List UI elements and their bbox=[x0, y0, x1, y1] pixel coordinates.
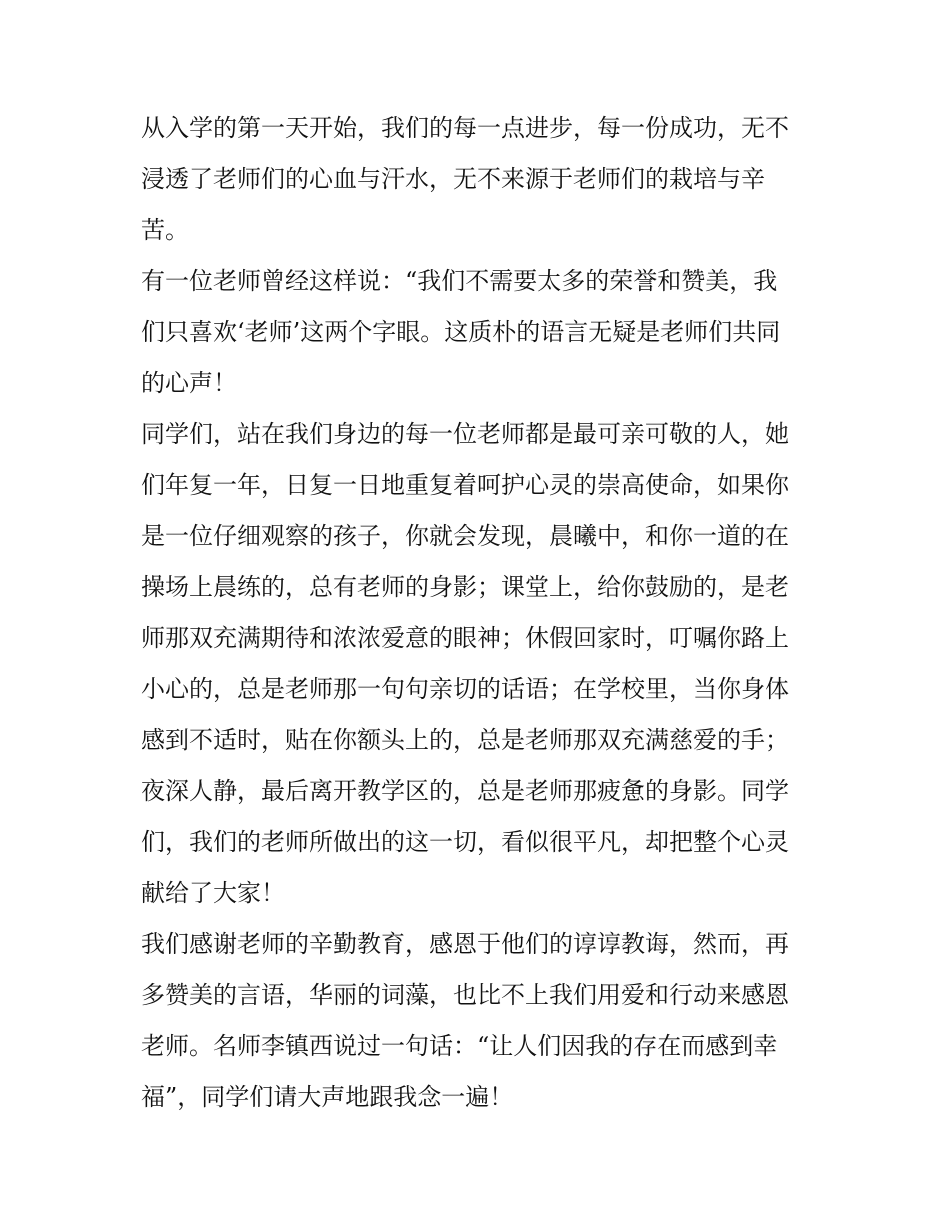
text-line: 夜深人静，最后离开教学区的，总是老师那疲惫的身影。同学 bbox=[141, 777, 789, 805]
text-line: 多赞美的言语，华丽的词藻，也比不上我们用爱和行动来感恩 bbox=[141, 981, 789, 1009]
text-line: 我们感谢老师的辛勤教育，感恩于他们的谆谆教诲，然而，再 bbox=[141, 930, 789, 958]
text-line: 感到不适时，贴在你额头上的，总是老师那双充满慈爱的手； bbox=[141, 726, 789, 754]
text-line: 福”，同学们请大声地跟我念一遍！ bbox=[141, 1083, 514, 1111]
text-line: 从入学的第一天开始，我们的每一点进步，每一份成功，无不 bbox=[141, 114, 789, 142]
text-line: 小心的，总是老师那一句句亲切的话语；在学校里，当你身体 bbox=[141, 675, 789, 703]
text-line: 是一位仔细观察的孩子，你就会发现，晨曦中，和你一道的在 bbox=[141, 522, 789, 550]
body-text bbox=[141, 103, 821, 1123]
text-line: 浸透了老师们的心血与汗水，无不来源于老师们的栽培与辛 bbox=[141, 165, 765, 193]
text-line: 们只喜欢‘老师’这两个字眼。这质朴的语言无疑是老师们共同 bbox=[141, 318, 781, 346]
text-line: 们，我们的老师所做出的这一切，看似很平凡，却把整个心灵 bbox=[141, 828, 789, 856]
text-line: 们年复一年，日复一日地重复着呵护心灵的崇高使命，如果你 bbox=[141, 471, 789, 499]
text-line: 苦。 bbox=[141, 216, 189, 244]
text-line: 同学们，站在我们身边的每一位老师都是最可亲可敬的人，她 bbox=[141, 420, 789, 448]
text-line: 老师。名师李镇西说过一句话：“让人们因我的存在而感到幸 bbox=[141, 1032, 778, 1060]
text-line: 操场上晨练的，总有老师的身影；课堂上，给你鼓励的，是老 bbox=[141, 573, 789, 601]
text-line: 有一位老师曾经这样说：“我们不需要太多的荣誉和赞美，我 bbox=[141, 267, 778, 295]
text-line: 献给了大家！ bbox=[141, 879, 285, 907]
text-line: 的心声！ bbox=[141, 369, 237, 397]
text-line: 师那双充满期待和浓浓爱意的眼神；休假回家时，叮嘱你路上 bbox=[141, 624, 789, 652]
